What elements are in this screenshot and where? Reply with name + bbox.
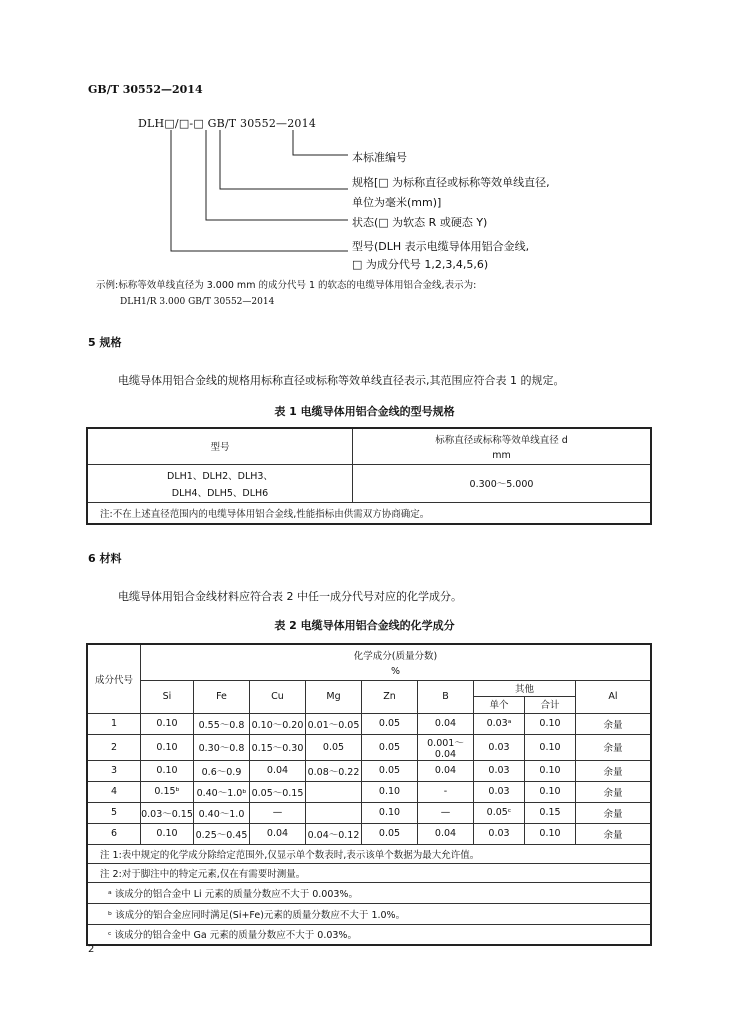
table2-cell: 余量 (576, 781, 652, 802)
label-spec-2: 单位为毫米(mm)] (352, 196, 442, 209)
table2-cell: — (250, 802, 306, 823)
table2-header-fe: Fe (194, 680, 250, 713)
table2-cell: 0.10 (525, 713, 576, 734)
table2-cell: 0.05 (362, 734, 418, 760)
table1-models-line2: DLH4、DLH5、DLH6 (171, 487, 269, 499)
label-state: 状态(□ 为软态 R 或硬态 Y) (352, 216, 488, 229)
label-model-2: □ 为成分代号 1,2,3,4,5,6) (352, 258, 489, 271)
table2-cell: 0.10 (141, 713, 194, 734)
table-row (87, 734, 651, 760)
table2-header-si: Si (141, 680, 194, 713)
table2-cell: 0.01～0.05 (306, 713, 362, 734)
table2-cell: 0.10 (362, 781, 418, 802)
table2-header-other (474, 680, 576, 713)
table2-cell: 0.15 (525, 802, 576, 823)
table2-cell: 0.03 (474, 760, 525, 781)
label-spec-1: 规格[□ 为标称直径或标称等效单线直径, (352, 176, 550, 189)
table1-caption: 表 1 电缆导体用铝合金线的型号规格 (274, 405, 455, 418)
table2-cell: 0.05～0.15 (250, 781, 306, 802)
table2-header-composition: 化学成分(质量分数) (141, 644, 652, 664)
table2-cell: 余量 (576, 760, 652, 781)
table1-models-line1: DLH1、DLH2、DLH3、 (167, 470, 273, 482)
table2-note-1: 注 1:表中规定的化学成分除给定范围外,仅显示单个数表时,表示该单个数据为最大允许值。 (87, 844, 651, 863)
table2-cell: 余量 (576, 713, 652, 734)
label-model-1: 型号(DLH 表示电缆导体用铝合金线, (352, 240, 530, 253)
table2-cell: 0.10 (525, 734, 576, 760)
table2-header-mg: Mg (306, 680, 362, 713)
table1-header-model: 型号 (87, 428, 353, 464)
table2-cell: 0.10 (362, 802, 418, 823)
table2-cell: 0.40～1.0ᵇ (194, 781, 250, 802)
table2-cell (306, 802, 362, 823)
example-line-2: DLH1/R 3.000 GB/T 30552—2014 (120, 297, 275, 307)
table2-cell: 余量 (576, 802, 652, 823)
table2-cell: 4 (87, 781, 141, 802)
table1 (86, 427, 652, 525)
table1-header-diameter (353, 428, 652, 464)
table2-cell: 0.55～0.8 (194, 713, 250, 734)
table2-header-b: B (418, 680, 474, 713)
table2-cell: 0.15ᵇ (141, 781, 194, 802)
table2-cell: 余量 (576, 823, 652, 844)
table2-cell: 0.04 (418, 823, 474, 844)
table2-cell: 0.10 (141, 760, 194, 781)
table2-caption: 表 2 电缆导体用铝合金线的化学成分 (274, 619, 455, 632)
table2-cell: 0.03 (474, 823, 525, 844)
table2-cell: 0.10 (525, 760, 576, 781)
table2-cell: 1 (87, 713, 141, 734)
table2-cell: 0.10 (525, 781, 576, 802)
table2-cell: 0.10 (141, 734, 194, 760)
table2-header-al: Al (576, 680, 652, 713)
table2-cell: 0.40～1.0 (194, 802, 250, 823)
table2-cell: 0.10～0.20 (250, 713, 306, 734)
label-standard-no: 本标准编号 (352, 151, 407, 164)
table2-cell: 0.30～0.8 (194, 734, 250, 760)
section5-paragraph: 电缆导体用铝合金线的规格用标称直径或标称等效单线直径表示,其范围应符合表 1 的规定。 (118, 374, 565, 387)
table2-cell: 0.03～0.15 (141, 802, 194, 823)
page-number: 2 (88, 944, 95, 955)
table2-header-zn: Zn (362, 680, 418, 713)
table-row (87, 713, 651, 734)
table2-cell: - (418, 781, 474, 802)
table2-cell: 0.04 (250, 760, 306, 781)
table2-footnote-b: ᵇ 该成分的铝合金应同时满足(Si+Fe)元素的质量分数应不大于 1.0%。 (87, 903, 651, 924)
table2-cell: 3 (87, 760, 141, 781)
table2-cell: 0.15～0.30 (250, 734, 306, 760)
table1-note: 注:不在上述直径范围内的电缆导体用铝合金线,性能指标由供需双方协商确定。 (87, 502, 651, 524)
table2 (86, 643, 652, 946)
table2-cell (306, 781, 362, 802)
designation-code: DLH□/□-□ GB/T 30552—2014 (138, 117, 317, 130)
table2-footnote-a: ᵃ 该成分的铝合金中 Li 元素的质量分数应不大于 0.003%。 (87, 882, 651, 903)
table1-cell-range: 0.300～5.000 (353, 464, 652, 502)
table-row (87, 760, 651, 781)
table2-cell: 0.08～0.22 (306, 760, 362, 781)
table2-cell: 0.03ᵃ (474, 713, 525, 734)
table2-header-other-label: 其他 (474, 681, 575, 697)
table2-cell: 0.25～0.45 (194, 823, 250, 844)
table2-cell: 0.10 (141, 823, 194, 844)
table2-cell: 0.05 (362, 760, 418, 781)
table2-cell: — (418, 802, 474, 823)
table2-cell: 0.05ᶜ (474, 802, 525, 823)
table2-footnote-c: ᶜ 该成分的铝合金中 Ga 元素的质量分数应不大于 0.03%。 (87, 924, 651, 945)
table2-cell: 0.6～0.9 (194, 760, 250, 781)
table1-cell-models (87, 464, 353, 502)
section6-paragraph: 电缆导体用铝合金线材料应符合表 2 中任一成分代号对应的化学成分。 (118, 590, 462, 603)
table2-cell: 0.03 (474, 781, 525, 802)
section5-heading: 5 规格 (88, 336, 122, 349)
table2-header-other-total: 合计 (540, 699, 560, 711)
table2-cell: 2 (87, 734, 141, 760)
table-row (87, 781, 651, 802)
table2-cell: 0.05 (306, 734, 362, 760)
table2-cell: 余量 (576, 734, 652, 760)
table2-cell: 0.03 (474, 734, 525, 760)
table2-cell: 0.04～0.12 (306, 823, 362, 844)
table1-header-diameter-line1: 标称直径或标称等效单线直径 d (435, 434, 568, 446)
table2-cell: 5 (87, 802, 141, 823)
table2-header-unit: % (141, 664, 652, 680)
table2-cell: 0.04 (418, 760, 474, 781)
table-row (87, 802, 651, 823)
table2-cell: 0.05 (362, 823, 418, 844)
standard-header: GB/T 30552—2014 (88, 83, 203, 96)
table2-cell: 6 (87, 823, 141, 844)
table2-header-code: 成分代号 (87, 644, 141, 713)
table2-cell: 0.04 (418, 713, 474, 734)
table2-header-cu: Cu (250, 680, 306, 713)
table-row (87, 823, 651, 844)
table2-cell: 0.05 (362, 713, 418, 734)
table2-cell: 0.001～0.04 (418, 734, 474, 760)
section6-heading: 6 材料 (88, 552, 122, 565)
table1-header-diameter-unit: mm (492, 449, 511, 461)
example-line-1: 示例:标称等效单线直径为 3.000 mm 的成分代号 1 的软态的电缆导体用铝合金线,表示为: (96, 280, 477, 291)
table2-note-2: 注 2:对于脚注中的特定元素,仅在有需要时测量。 (87, 863, 651, 882)
table2-header-other-single: 单个 (474, 697, 525, 713)
table2-cell: 0.04 (250, 823, 306, 844)
table2-cell: 0.10 (525, 823, 576, 844)
